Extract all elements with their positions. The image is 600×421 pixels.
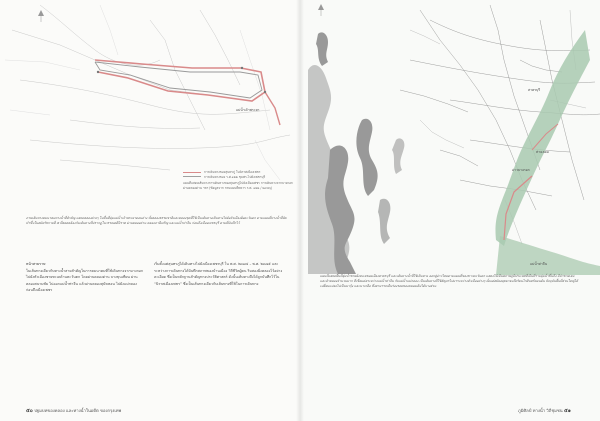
section-heading: หน้าสายราษ <box>26 262 46 266</box>
legend-gray-swatch <box>183 176 201 177</box>
left-running-title: ปฐมบทของคลอง และทางน้ำในอดีต ของกรุงเทพ <box>34 408 122 413</box>
legend-red-swatch <box>183 172 201 173</box>
map-legend <box>183 170 293 190</box>
map-label-bay: อ่าวบางกอก <box>512 168 530 172</box>
right-north-arrow-icon <box>318 4 324 16</box>
right-running-title: ภูมิศิลป์ ทางน้ำ วิถีชุมชน <box>518 408 563 413</box>
north-arrow-icon <box>38 10 44 22</box>
map-label-north: สาครบุรี <box>528 88 541 92</box>
right-page <box>300 0 600 421</box>
left-column-1-body: ในเส้นทางเดียวกันทางน้ำสายสำคัญในการคมนาคมที่ใช้เดินทางจากบางกอกไปยังหัวเมืองชายทะเลด้านตะวันตก โดยผ่านคลองด่าน บางขุนเทียน ผ่านคลองสนามชัย ไปออกแม่น้ำท่าจีน แล้วผ่านคลองสุนัขหอน ไปยังแม่กลอง ก่อนถึงเมืองเพชร <box>26 268 144 293</box>
book-gutter <box>296 0 304 421</box>
map-label-river: แม่น้ำท่าจีน <box>530 262 548 266</box>
left-column-1 <box>26 261 144 294</box>
legend-line1: การเดินทางของสุนทรภู่ ในนิราศเมืองเพชร <box>204 170 261 174</box>
left-caption: ภาพเส้นทางคมนาคมทางน้ำที่สำคัญ แสดงคลองต่างๆ ในพื้นที่ลุ่มแม่น้ำเจ้าพระยาตอนล่าง ทั้งคลองธรรมชาติและคลองขุดที่ใช้เป็นเส้นทางเดินทางไปยังหัวเมืองฝั่งตะวันตก ตามแผนที่ทางน้ำที่จัดทำขึ้นในสมัยรัชกาลที่ ๕ ที่สอดคล้องกับเส้นทางที่ปรากฏในวรรณคดีนิราศ ผ่านคลองด่าน คลองภาษีเจริญ และแม่น้ำท่าจีน ก่อนถึงเมืองเพชรบุรี ตามที่บันทึกไว้ <box>26 216 287 226</box>
legend-note: แผนที่แสดงเส้นทางการเดินทางของสุนทรภู่ไปยังเมืองเพชร การเดินทางจากบางกอกผ่านคลองด่าน ฯลฯ (ข้อมูลจาก กรมแผนที่ทหาร ร.ศ. ๑๒๒ / ๒๔๔๖) <box>183 181 293 190</box>
map-label-town: ท่าฉลอม <box>536 150 549 154</box>
right-folio <box>518 407 571 415</box>
right-coastal-map <box>300 0 600 275</box>
right-page-number: ๕๑ <box>563 408 571 414</box>
left-page-number: ๕๐ <box>26 408 33 414</box>
map-label-river: แม่น้ำเจ้าพระยา <box>236 108 260 112</box>
left-column-2: เริ่มตั้งแต่สุนทรภู่ได้เดินทางไปยังเมืองเพชรบุรี ใน พ.ศ. ๒๓๗๔ – พ.ศ. ๒๓๗๕ และระหว่างการเดินทางได้บันทึกสภาพของบ้านเมือง วิถีชีวิตผู้คน ริมสองฝั่งคลองไว้อย่างละเอียด ซึ่งเป็นหลักฐานสำคัญทางประวัติศาสตร์ ดังนั้นเส้นทางจึงได้ถูกบันทึกไว้ใน “นิราศเมืองเพชร” ซึ่งเป็นเส้นทางเดียวกับเส้นทางที่ใช้ในการเดินทาง <box>154 262 283 286</box>
legend-line2: การเดินทางของ ร.ศ.๑๒๒ ชุมพร-ไปยังเพชรบุรี <box>204 174 266 179</box>
left-folio <box>26 407 121 415</box>
right-caption: แผนที่แสดงพื้นที่ลุ่มน้ำชายฝั่งทะเลของเมืองสาครบุรี และเส้นทางน้ำที่ใช้เดินทาง ออกสู่อ่าวไทยตามแผนที่ของชาวตะวันตก แสดงให้เห็นสภาพภูมิประเทศที่เป็นที่ราบลุ่มน้ำขึ้นถึง มีป่าชายเลน และลำคลองจำนวนมาก ที่เชื่อมต่อระหว่างแม่น้ำท่าจีน กับแม่น้ำแม่กลอง เป็นเส้นทางที่ใช้สัญจรไปมาระหว่างหัวเมืองต่างๆ ตั้งแต่สมัยอยุธยาจนถึงรัตนโกสินทร์ตอนต้น ปัจจุบันพื้นที่ส่วนใหญ่ได้เปลี่ยนแปลงไปเป็นนากุ้ง และนาเกลือ ซึ่งสามารถเห็นร่องรอยของคลองเดิมได้บางส่วน <box>320 274 579 289</box>
